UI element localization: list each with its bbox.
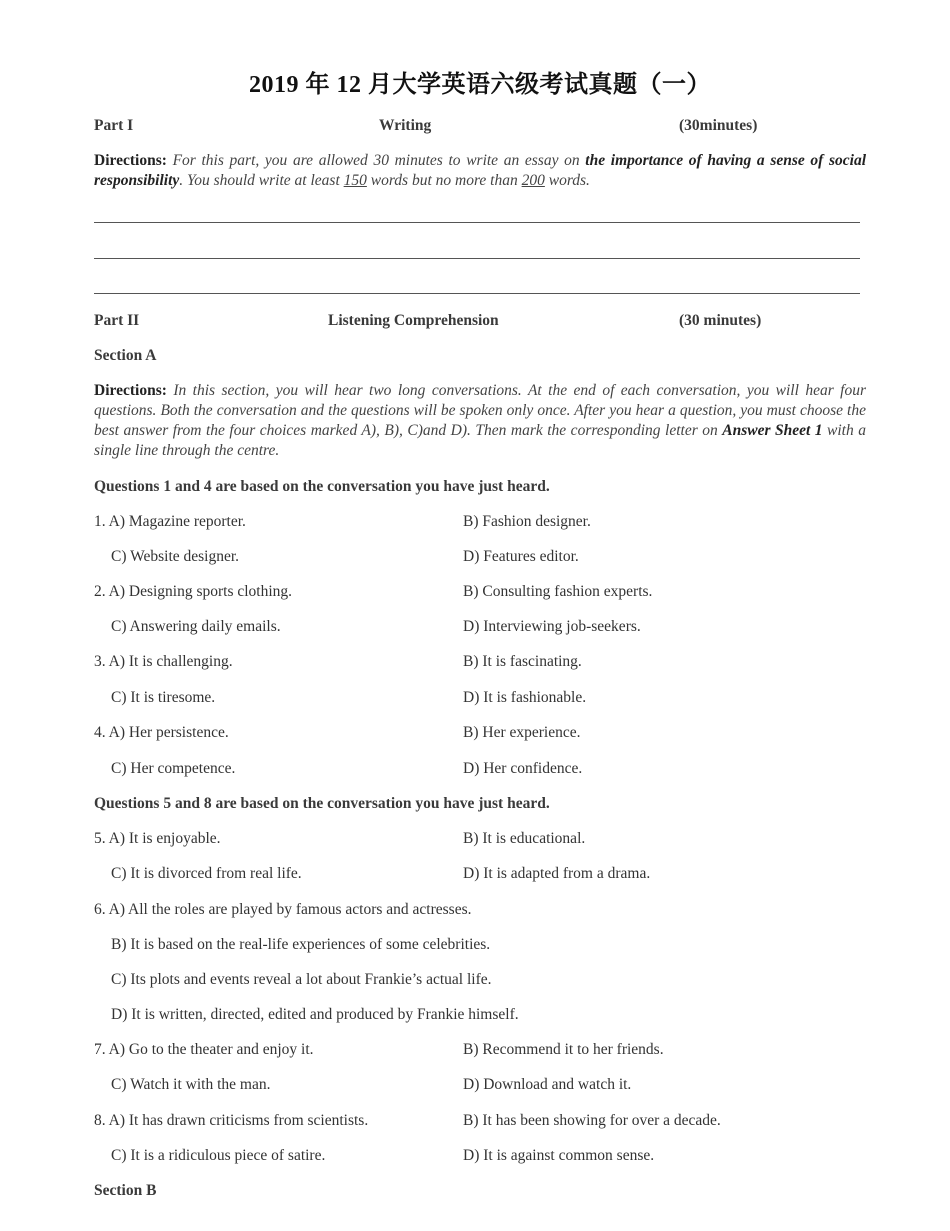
q4-option-c[interactable]: C) Her competence. (111, 760, 236, 777)
q5-option-a[interactable]: 5. A) It is enjoyable. (94, 830, 221, 847)
q4-option-b[interactable]: B) Her experience. (463, 724, 581, 741)
q2-option-d[interactable]: D) Interviewing job-seekers. (463, 618, 641, 635)
q1-option-c[interactable]: C) Website designer. (111, 548, 240, 565)
q6-option-b[interactable]: B) It is based on the real-life experiences of some celebrities. (111, 936, 491, 953)
q3-option-a[interactable]: 3. A) It is challenging. (94, 653, 233, 670)
q8-option-b[interactable]: B) It has been showing for over a decade. (463, 1112, 721, 1129)
q5-option-d[interactable]: D) It is adapted from a drama. (463, 865, 651, 882)
q4-option-d[interactable]: D) Her confidence. (463, 760, 583, 777)
max-words: 200 (521, 172, 545, 189)
section-a-label: Section A (94, 347, 157, 364)
q8-option-a[interactable]: 8. A) It has drawn criticisms from scientists. (94, 1112, 369, 1129)
part1-header (94, 117, 866, 139)
part2-label: Part II (94, 312, 140, 329)
section-b-label: Section B (94, 1182, 157, 1199)
directions-text: In this section, you will hear two long conversations. At the end of each conversation, you will hear four questions. Both the conversation and the questions will be spoken only once. After you hear a question, you must choose the best answer from the four choices marked A), B), C)and D). Then mark the corresponding letter on (94, 382, 867, 439)
q5-option-b[interactable]: B) It is educational. (463, 830, 586, 847)
q7-option-b[interactable]: B) Recommend it to her friends. (463, 1041, 664, 1058)
essay-topic: the importance of having a sense of social responsibility (94, 152, 867, 189)
q3-option-d[interactable]: D) It is fashionable. (463, 689, 587, 706)
writing-line[interactable] (94, 222, 860, 223)
question-group-heading: Questions 5 and 8 are based on the conversation you have just heard. (94, 795, 550, 812)
q7-option-d[interactable]: D) Download and watch it. (463, 1076, 632, 1093)
directions-text-2: . You should write at least (179, 172, 340, 189)
q2-option-a[interactable]: 2. A) Designing sports clothing. (94, 583, 293, 600)
part1-directions (94, 151, 866, 191)
q5-option-c[interactable]: C) It is divorced from real life. (111, 865, 302, 882)
directions-text-3: words but no more than (370, 172, 518, 189)
q6-option-c[interactable]: C) Its plots and events reveal a lot about Frankie’s actual life. (111, 971, 492, 988)
q6-option-a[interactable]: 6. A) All the roles are played by famous actors and actresses. (94, 901, 472, 918)
q7-option-c[interactable]: C) Watch it with the man. (111, 1076, 271, 1093)
part2-directions (94, 381, 866, 461)
q3-option-b[interactable]: B) It is fascinating. (463, 653, 582, 670)
q8-option-d[interactable]: D) It is against common sense. (463, 1147, 655, 1164)
q1-option-a[interactable]: 1. A) Magazine reporter. (94, 513, 246, 530)
q1-option-b[interactable]: B) Fashion designer. (463, 513, 591, 530)
writing-line[interactable] (94, 293, 860, 294)
directions-label: Directions: (94, 382, 167, 399)
min-words: 150 (343, 172, 367, 189)
part2-time: (30 minutes) (679, 312, 762, 329)
q3-option-c[interactable]: C) It is tiresome. (111, 689, 216, 706)
q4-option-a[interactable]: 4. A) Her persistence. (94, 724, 229, 741)
part1-name: Writing (379, 117, 432, 134)
directions-text: For this part, you are allowed 30 minutes to write an essay on (172, 152, 580, 169)
writing-line[interactable] (94, 258, 860, 259)
part1-label: Part I (94, 117, 134, 134)
question-group-heading: Questions 1 and 4 are based on the conversation you have just heard. (94, 478, 550, 495)
q7-option-a[interactable]: 7. A) Go to the theater and enjoy it. (94, 1041, 314, 1058)
part2-name: Listening Comprehension (328, 312, 499, 329)
q6-option-d[interactable]: D) It is written, directed, edited and produced by Frankie himself. (111, 1006, 519, 1023)
q2-option-c[interactable]: C) Answering daily emails. (111, 618, 281, 635)
directions-text-4: words. (548, 172, 590, 189)
q2-option-b[interactable]: B) Consulting fashion experts. (463, 583, 653, 600)
part1-time: (30minutes) (679, 117, 758, 134)
page-title: 2019 年 12 月大学英语六级考试真题（一） (249, 72, 711, 98)
answer-sheet-ref: Answer Sheet 1 (722, 422, 823, 439)
q1-option-d[interactable]: D) Features editor. (463, 548, 579, 565)
directions-text-end: with a single line through the centre. (94, 422, 866, 459)
directions-label: Directions: (94, 152, 167, 169)
part2-header (94, 312, 866, 334)
q8-option-c[interactable]: C) It is a ridiculous piece of satire. (111, 1147, 326, 1164)
